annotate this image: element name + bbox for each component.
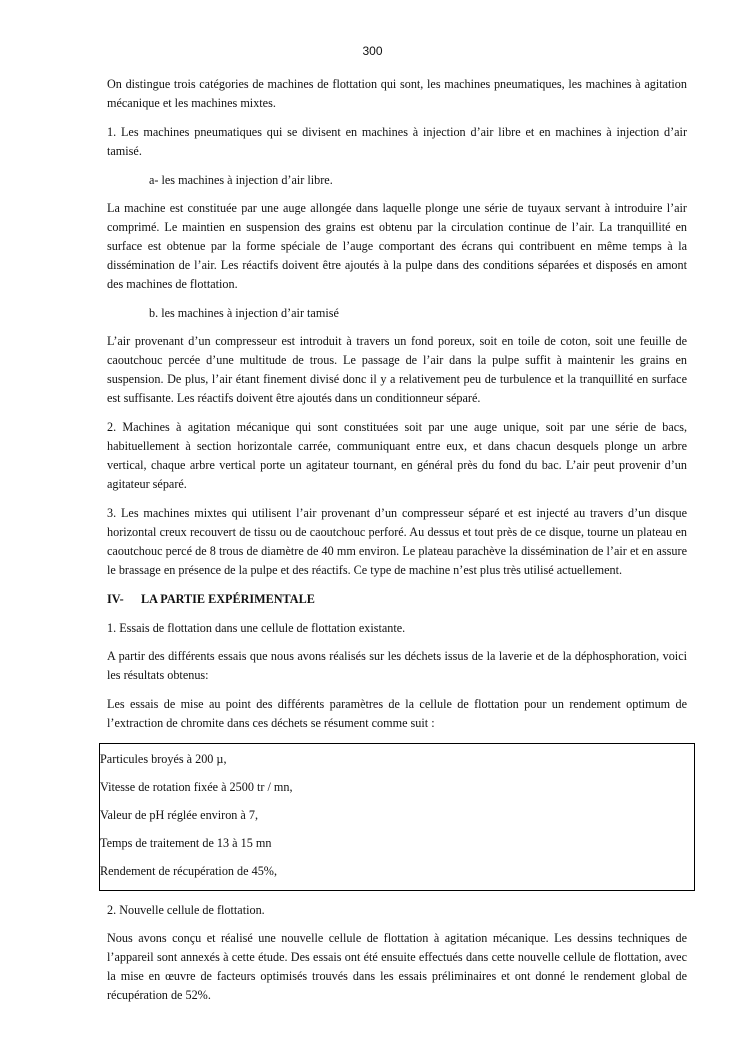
result-ph-value: Valeur de pH réglée environ à 7, (100, 808, 259, 822)
section-number: IV- (107, 592, 124, 606)
result-recovery-yield: Rendement de récupération de 45%, (100, 864, 277, 878)
section-title: LA PARTIE EXPÉRIMENTALE (141, 592, 315, 606)
mixed-machines-paragraph: 3. Les machines mixtes qui utilisent l’air provenant d’un compresseur séparé et est injecté au travers d’un disque horizontal creux recouvert de tissu ou de caoutchouc perforé. Au dessus et tout près de ce disque, tourne un plateau en caoutchouc percé de 8 trous de diamètre de 40 mm environ. Le plateau parachève la dissémination de l’air et en assure le brassage en présence de la pulpe et des réactifs. Ce type de machine n’est plus très utilisé actuellement. (107, 506, 687, 577)
subheading-sieved-air: b. les machines à injection d’air tamisé (149, 306, 339, 320)
summary-intro-paragraph: Les essais de mise au point des différents paramètres de la cellule de flottation pour un rendement optimum de l’extraction de chromite dans ces déchets se résument comme suit : (107, 697, 687, 730)
test-subheading: 1. Essais de flottation dans une cellule de flottation existante. (107, 621, 406, 635)
mechanical-agitation-paragraph: 2. Machines à agitation mécanique qui sont constituées soit par une auge unique, soit par une série de bacs, habituellement à section horizontale carrée, communiquant entre eux, et dans chacun desquels plonge un arbre vertical, chaque arbre vertical porte un agitateur tournant, en général près du fond du bac. L’air peut provenir d’un agitateur séparé. (107, 420, 687, 491)
section-heading (107, 590, 687, 609)
document-body (100, 75, 687, 1015)
sieved-air-paragraph: L’air provenant d’un compresseur est introduit à travers un fond poreux, soit en toile de coton, soit une feuille de caoutchouc percée d’une multitude de trous. Le passage de l’air dans la pulpe suffit à maintenir les grains en suspension. De plus, l’air étant finement divisé donc il y a relativement peu de turbulence et la tranquillité en surface est suffisante. Les réactifs doivent être ajoutés dans un conditionneur séparé. (107, 334, 687, 405)
pneumatic-machines-paragraph: 1. Les machines pneumatiques qui se divisent en machines à injection d’air libre et en machines à injection d’air tamisé. (107, 125, 687, 158)
free-air-paragraph: La machine est constituée par une auge allongée dans laquelle plonge une série de tuyaux servant à introduire l’air comprimé. Le maintien en suspension des grains est obtenu par la circulation continue de l’air. La tranquillité en surface est obtenue par la forme spéciale de l’auge comportant des écrans qui contribuent en même temps à la dissémination de l’air. Les réactifs doivent être ajoutés à la pulpe dans des conditions séparées et disposés en amont des machines de flottation. (107, 201, 687, 291)
new-cell-paragraph: Nous avons conçu et réalisé une nouvelle cellule de flottation à agitation mécanique. Les dessins techniques de l’appareil sont annexés à cette étude. Des essais ont été ensuite effectués dans cette nouvelle cellule de flottation, avec la mise en œuvre de facteurs optimisés trouvés dans les essais préliminaires et ont donné le rendement global de récupération de 52%. (107, 931, 687, 1002)
new-cell-subheading: 2. Nouvelle cellule de flottation. (107, 903, 265, 917)
subheading-free-air: a- les machines à injection d’air libre. (149, 173, 333, 187)
page-number: 300 (362, 44, 383, 58)
result-rotation-speed: Vitesse de rotation fixée à 2500 tr / mn, (100, 780, 293, 794)
result-particle-size: Particules broyés à 200 µ, (100, 752, 227, 766)
intro-paragraph: On distingue trois catégories de machines de flottation qui sont, les machines pneumatiques, les machines à agitation mécanique et les machines mixtes. (107, 77, 687, 110)
result-treatment-time: Temps de traitement de 13 à 15 mn (100, 836, 272, 850)
results-intro-paragraph: A partir des différents essais que nous avons réalisés sur les déchets issus de la laverie et de la déphosphoration, voici les résultats obtenus: (107, 649, 687, 682)
results-box (99, 743, 695, 891)
